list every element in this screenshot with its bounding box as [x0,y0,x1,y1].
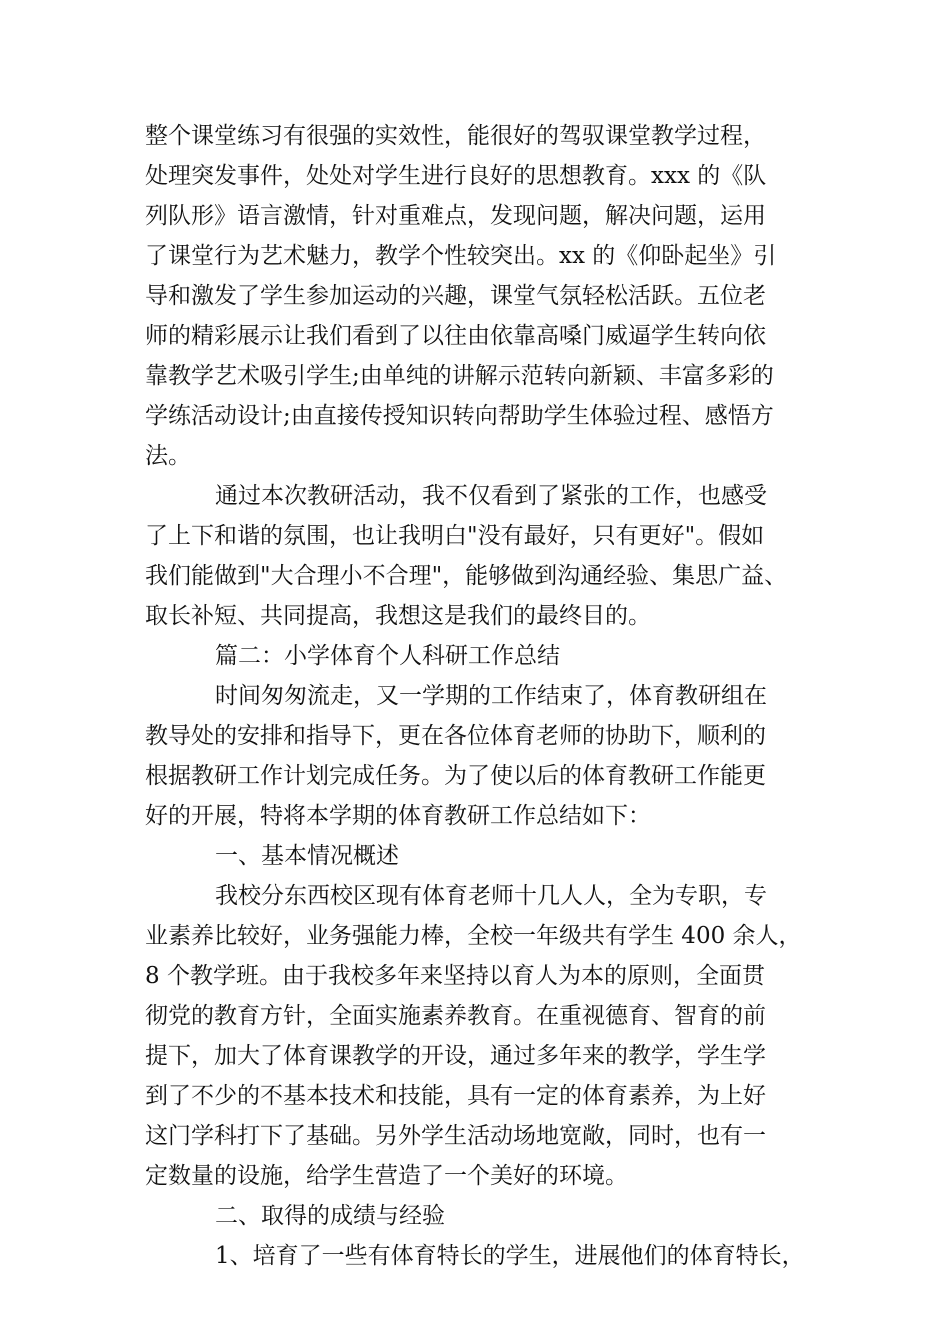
text-line: 到了不少的不基本技术和技能，具有一定的体育素养，为上好 [145,1083,766,1109]
text-line: 了课堂行为艺术魅力，教学个性较突出。xx 的《仰卧起坐》引 [145,243,777,269]
paragraph-first-line: 通过本次教研活动，我不仅看到了紧张的工作，也感受 [215,483,767,509]
paragraph-first-line: 我校分东西校区现有体育老师十几人人，全为专职，专 [215,883,767,909]
text-line: 了上下和谐的氛围，也让我明白"没有最好，只有更好"。假如 [145,523,765,549]
text-line: 师的精彩展示让我们看到了以往由依靠高嗓门威逼学生转向依 [145,323,766,349]
text-line: 学练活动设计;由直接传授知识转向帮助学生体验过程、感悟方 [145,403,774,429]
text-line: 列队形》语言激情，针对重难点，发现问题，解决问题，运用 [145,203,766,229]
paragraph-first-line: 时间匆匆流走，又一学期的工作结束了，体育教研组在 [215,683,767,709]
text-line: 整个课堂练习有很强的实效性，能很好的驾驭课堂教学过程， [145,123,766,149]
subsection-heading: 一、基本情况概述 [215,843,399,869]
section-heading: 篇二：小学体育个人科研工作总结 [215,643,560,669]
subsection-heading: 二、取得的成绩与经验 [215,1203,445,1229]
text-line: 处理突发事件，处处对学生进行良好的思想教育。xxx 的《队 [145,163,767,189]
text-line: 业素养比较好，业务强能力棒，全校一年级共有学生 400 余人， [145,923,802,949]
paragraph-first-line: 1、培育了一些有体育特长的学生，进展他们的体育特长， [215,1243,805,1269]
text-line: 这门学科打下了基础。另外学生活动场地宽敞，同时，也有一 [145,1123,766,1149]
text-line: 彻党的教育方针，全面实施素养教育。在重视德育、智育的前 [145,1003,766,1029]
text-line: 定数量的设施，给学生营造了一个美好的环境。 [145,1163,628,1189]
text-line: 根据教研工作计划完成任务。为了使以后的体育教研工作能更 [145,763,766,789]
text-line: 教导处的安排和指导下，更在各位体育老师的协助下，顺利的 [145,723,766,749]
text-line: 法。 [145,443,191,469]
text-line: 靠教学艺术吸引学生;由单纯的讲解示范转向新颖、丰富多彩的 [145,363,774,389]
text-line: 好的开展，特将本学期的体育教研工作总结如下： [145,803,651,829]
text-line: 我们能做到"大合理小不合理"，能够做到沟通经验、集思广益、 [145,563,788,589]
text-line: 提下，加大了体育课教学的开设，通过多年来的教学，学生学 [145,1043,766,1069]
text-line: 取长补短、共同提高，我想这是我们的最终目的。 [145,603,651,629]
text-line: 导和激发了学生参加运动的兴趣，课堂气氛轻松活跃。五位老 [145,283,766,309]
text-line: 8 个教学班。由于我校多年来坚持以育人为本的原则，全面贯 [145,963,765,989]
